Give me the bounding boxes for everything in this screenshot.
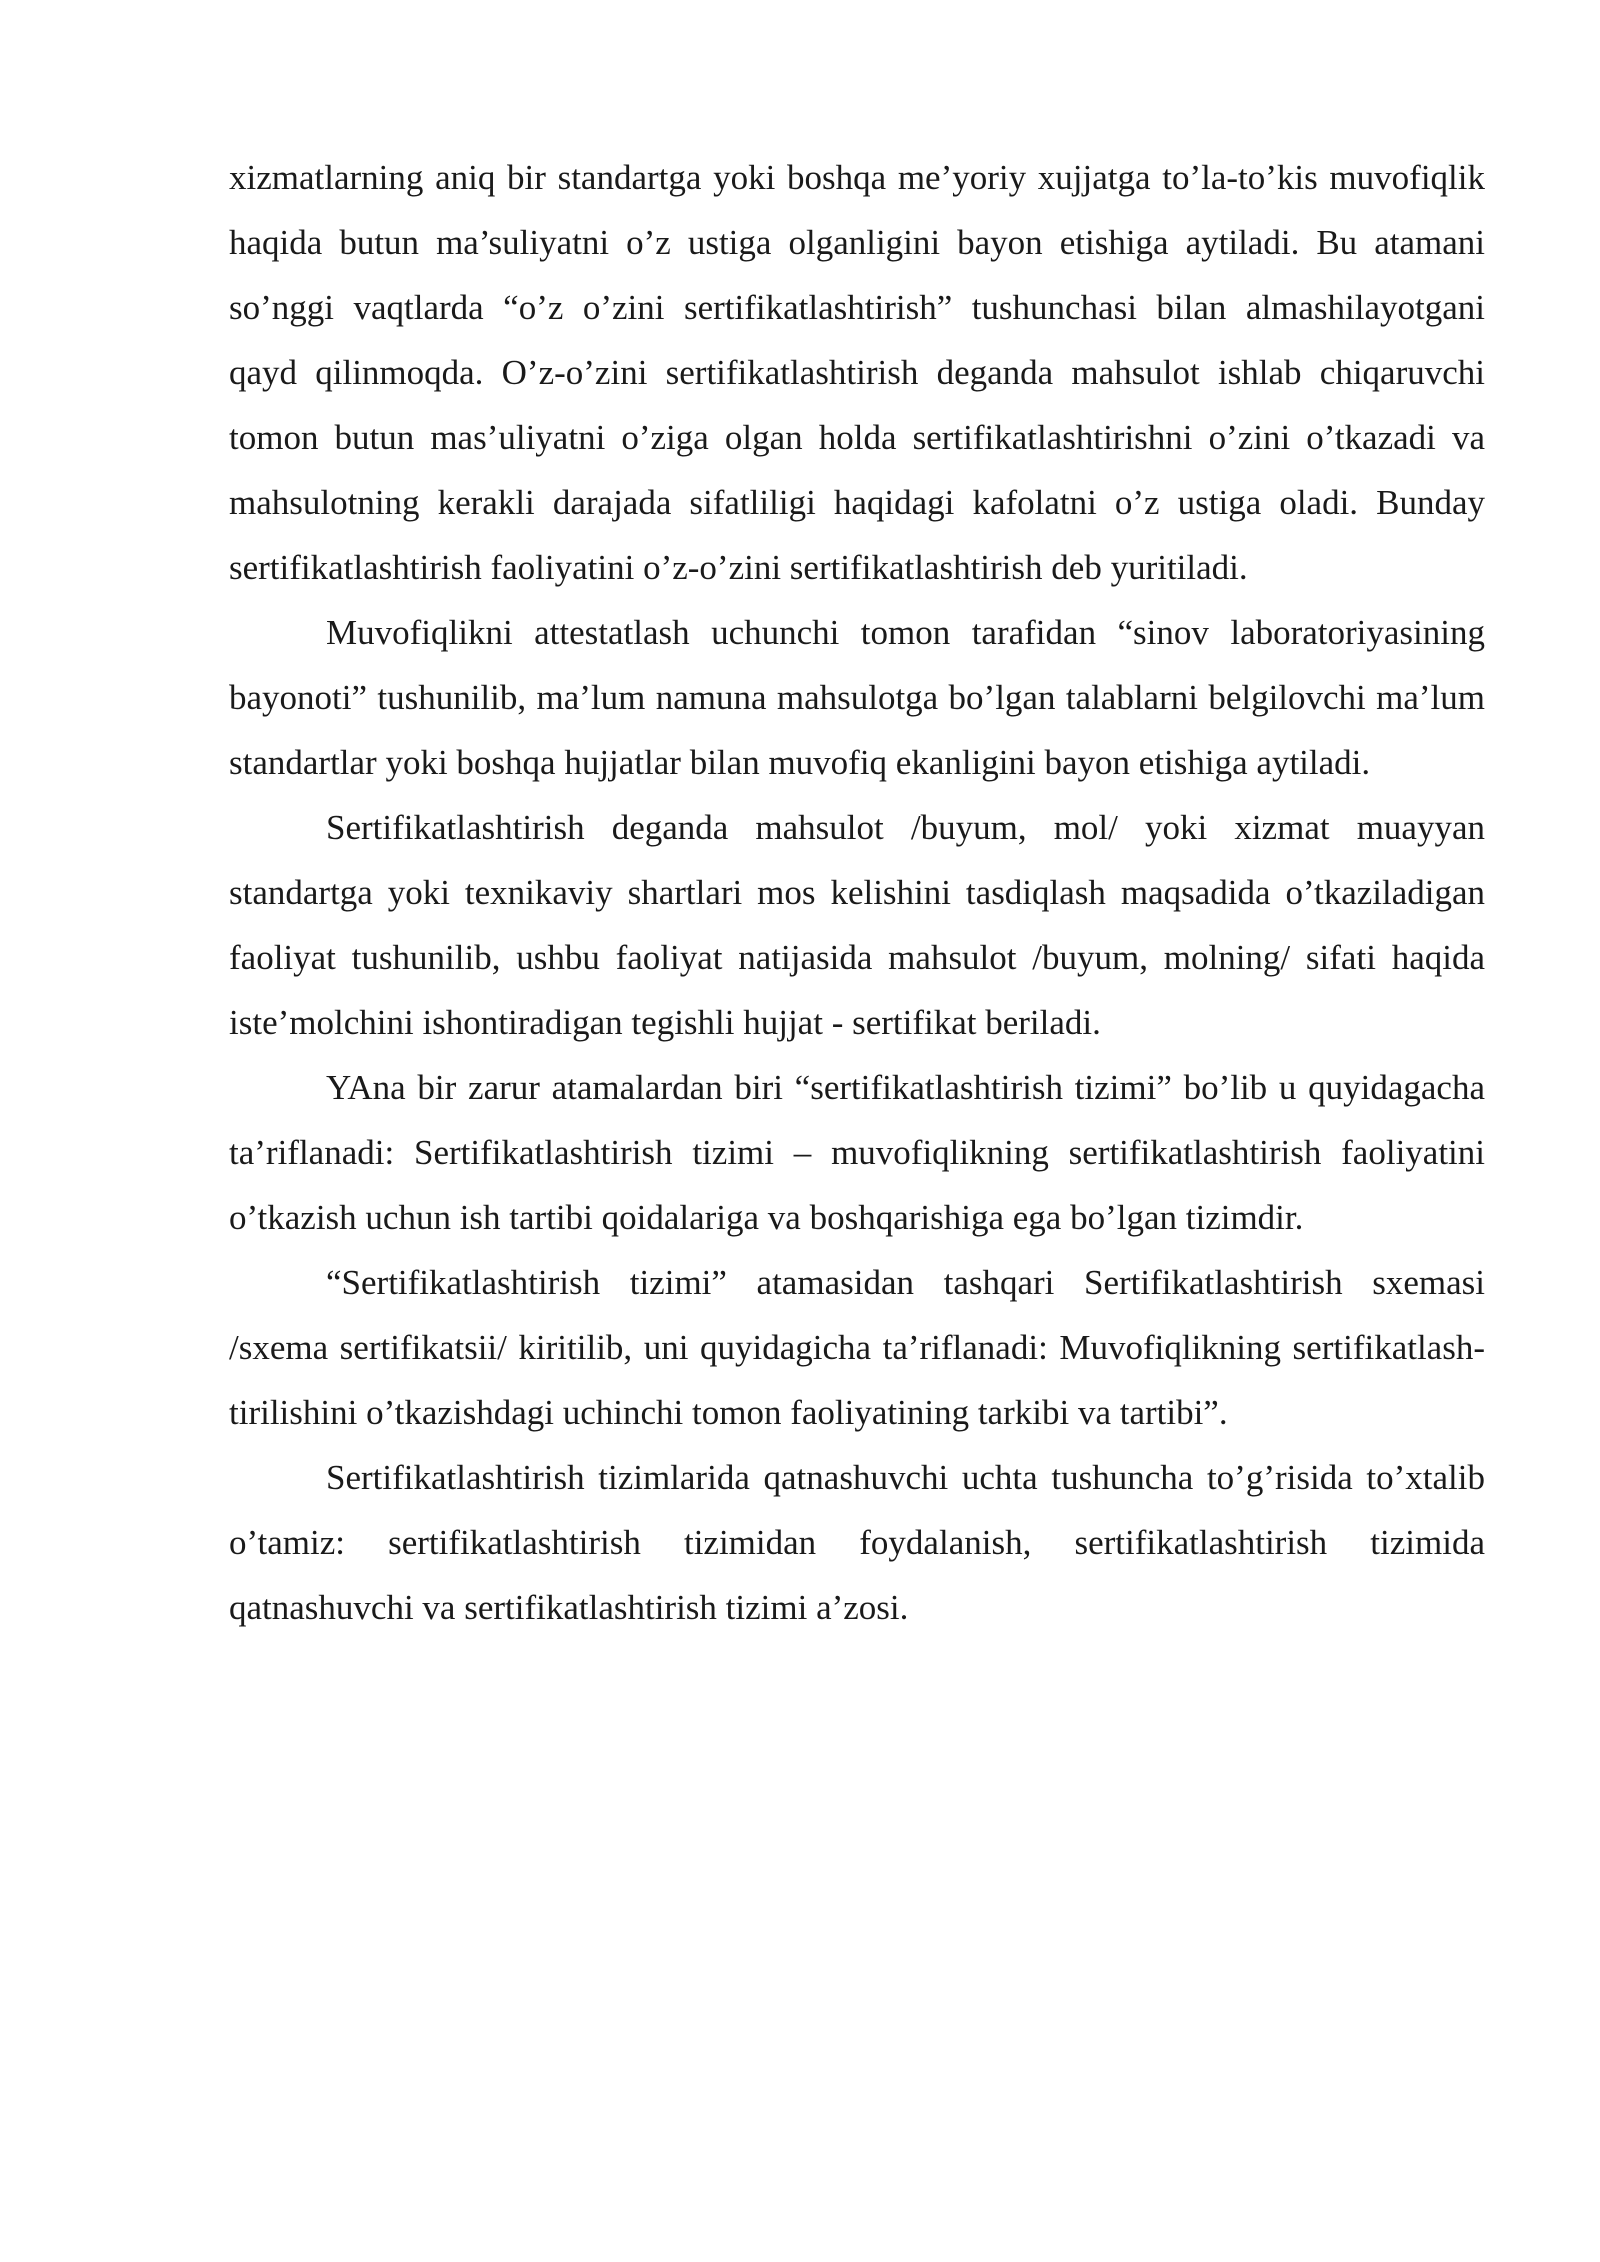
paragraph-6: Sertifikatlashtirish tizimlarida qatnashuvchi uchta tushuncha to’g’risida to’xtalib o’tamiz: sertifikatlashtirish tizimidan foydalanish, sertifikatlashtirish tizimida qatnashuvchi va sertifikatlashtirish tizimi a’zosi.: [229, 1458, 1485, 1627]
paragraph-1: xizmatlarning aniq bir standartga yoki boshqa me’yoriy xujjatga to’la-to’kis muvofiqlik haqida butun ma’suliyatni o’z ustiga olganligini bayon etishiga aytiladi. Bu atamani so’nggi vaqtlarda “o’z o’zini sertifikatlashtirish” tushunchasi bilan almashilayotgani qayd qilinmoqda. O’z-o’zini sertifikatlashtirish deganda mahsulot ishlab chiqaruvchi tomon butun mas’uliyatni o’ziga olgan holda sertifikatlashtirishni o’zini o’tkazadi va mahsulotning kerakli darajada sifatliligi haqidagi kafolatni o’z ustiga oladi. Bunday sertifikatlashtirish faoliyatini o’z-o’zini sertifikatlashtirish deb yuritiladi.: [229, 158, 1485, 587]
paragraph-2: Muvofiqlikni attestatlash uchunchi tomon tarafidan “sinov laboratoriyasining bayonoti” tushunilib, ma’lum namuna mahsulotga bo’lgan talablarni belgilovchi ma’lum standartlar yoki boshqa hujjatlar bilan muvofiq ekanligini bayon etishiga aytiladi.: [229, 613, 1485, 782]
paragraph-5: “Sertifikatlashtirish tizimi” atamasidan tashqari Sertifikatlashtirish sxemasi /sxema sertifikatsii/ kiritilib, uni quyidagicha ta’riflanadi: Muvofiqlikning sertifikatlash-tirilishini o’tkazishdagi uchinchi tomon faoliyatining tarkibi va tartibi”.: [229, 1263, 1485, 1432]
paragraph-4: YAna bir zarur atamalardan biri “sertifikatlashtirish tizimi” bo’lib u quyidagacha ta’riflanadi: Sertifikatlashtirish tizimi – muvofiqlikning sertifikatlashtirish faoliyatini o’tkazish uchun ish tartibi qoidalariga va boshqarishiga ega bo’lgan tizimdir.: [229, 1068, 1485, 1237]
paragraph-3: Sertifikatlashtirish deganda mahsulot /buyum, mol/ yoki xizmat muayyan standartga yoki texnikaviy shartlari mos kelishini tasdiqlash maqsadida o’tkaziladigan faoliyat tushunilib, ushbu faoliyat natijasida mahsulot /buyum, molning/ sifati haqida iste’molchini ishontiradigan tegishli hujjat - sertifikat beriladi.: [229, 808, 1485, 1042]
document-body: [229, 145, 1485, 1640]
